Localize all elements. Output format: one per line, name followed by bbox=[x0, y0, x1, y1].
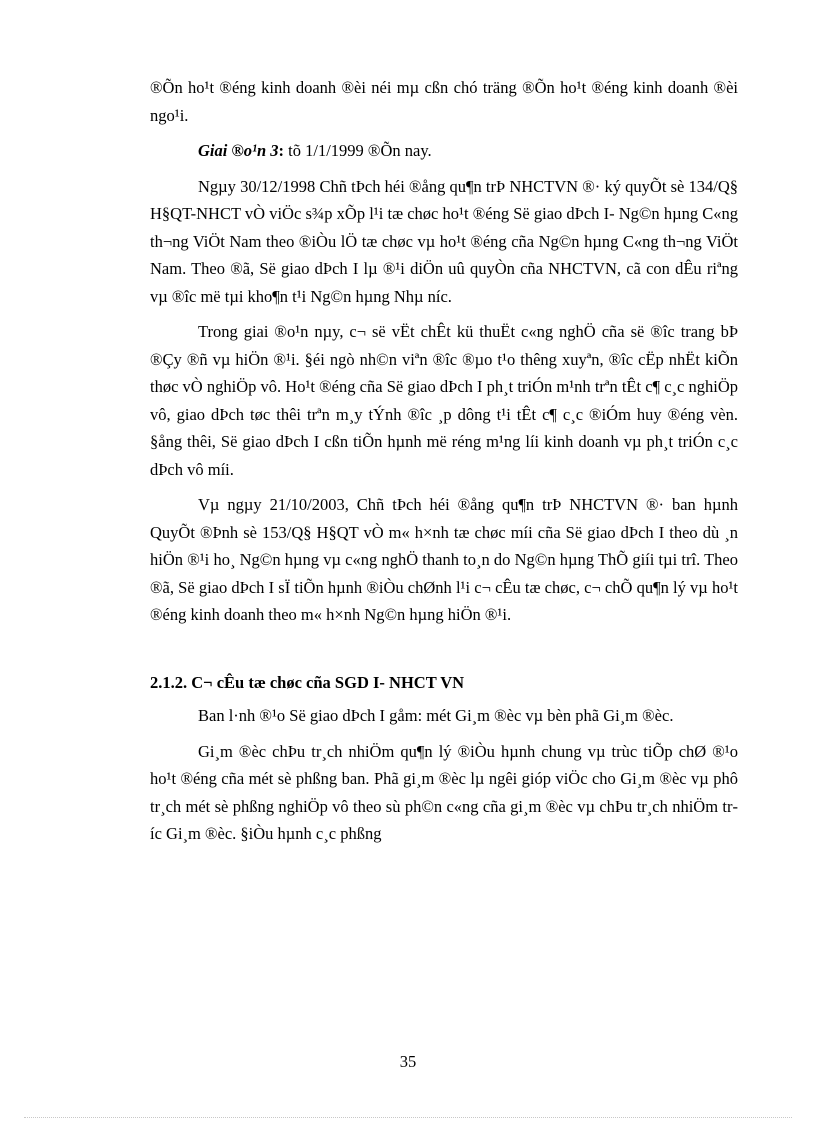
paragraph-director-duties: Gi¸m ®èc chÞu tr¸ch nhiÖm qu¶n lý ®iÒu hµnh chung vµ trùc tiÕp chØ ®¹o ho¹t ®éng cña mét sè phßng ban. Phã gi¸m ®èc lµ ngêi gióp viÖc cho Gi¸m ®èc vµ phô tr¸ch mét sè phßng nghiÖp vô theo sù ph©n c«ng cña gi¸m ®èc vµ chÞu tr¸ch nhiÖm tríc Gi¸m ®èc. §iÒu hµnh c¸c phßng bbox=[150, 741, 738, 843]
paragraph-leadership: Ban l·nh ®¹o Së giao dÞch I gåm: mét Gi¸m ®èc vµ bèn phã Gi¸m ®èc. bbox=[198, 706, 674, 725]
phase-label: Giai ®o¹n 3 bbox=[198, 141, 279, 160]
phase-text: tõ 1/1/1999 ®Õn nay. bbox=[284, 141, 432, 160]
paragraph-continuation: ®Õn ho¹t ®éng kinh doanh ®èi néi mµ cßn chó träng ®Õn ho¹t ®éng kinh doanh ®èi ngo¹i. bbox=[150, 78, 738, 125]
phase-paragraph bbox=[150, 137, 738, 165]
paragraph-decision-2003: Vµ ngµy 21/10/2003, Chñ tÞch héi ®ång qu¶n trÞ NHCTVN ®· ban hµnh QuyÕt ®Þnh sè 153/Q§ H§QT vÒ m« h×nh tæ chøc míi cña Së giao dÞch I theo dù ¸n hiÖn ®¹i ho¸ Ng©n hµng vµ c«ng nghÖ thanh to¸n do Ng©n hµng ThÕ giíi tµi trî. Theo ®ã, Së giao dÞch I sÏ tiÕn hµnh ®iÒu chØnh l¹i c¬ cÊu tæ chøc, c¬ chÕ qu¶n lý vµ ho¹t ®éng kinh doanh theo m« h×nh Ng©n hµng hiÖn ®¹i. bbox=[150, 495, 738, 624]
phase-colon: : bbox=[278, 141, 285, 160]
page-bottom-divider bbox=[24, 1117, 792, 1118]
page-number: 35 bbox=[399, 1052, 417, 1071]
section-heading: 2.1.2. C¬ cÊu tæ chøc cña SGD I- NHCT VN bbox=[150, 672, 465, 692]
paragraph-development: Trong giai ®o¹n nµy, c¬ së vËt chÊt kü thuËt c«ng nghÖ cña së ®îc trang bÞ ®Çy ®ñ vµ hiÖn ®¹i. §éi ngò nh©n viªn ®îc ®µo t¹o thêng xuyªn, ®îc cËp nhËt kiÕn thøc vÒ nghiÖp vô. Ho¹t ®éng cña Së giao dÞch I ph¸t triÓn m¹nh trªn tÊt c¶ c¸c nghiÖp vô, giao dÞch tøc thêi trªn m¸y tÝnh ®îc ¸p dông t¹i tÊt c¶ c¸c ®iÓm huy ®éng vèn. §ång thêi, Së giao dÞch I cßn tiÕn hµnh më réng m¹ng líi kinh doanh vµ ph¸t triÓn c¸c dÞch vô míi. bbox=[150, 322, 738, 479]
document-body bbox=[150, 74, 738, 856]
paragraph-decision-1998: Ngµy 30/12/1998 Chñ tÞch héi ®ång qu¶n trÞ NHCTVN ®· ký quyÕt sè 134/Q§ H§QT-NHCT vÒ viÖc s¾p xÕp l¹i tæ chøc ho¹t ®éng Së giao dÞch I- Ng©n hµng C«ng th¬ng ViÖt Nam theo ®iÒu lÖ tæ chøc vµ ho¹t ®éng cña Ng©n hµng C«ng th¬ng ViÖt Nam. Theo ®ã, Së giao dÞch I lµ ®¹i diÖn uû quyÒn cña NHCTVN, cã con dÊu riªng vµ ®îc më tµi kho¶n t¹i Ng©n hµng Nhµ níc. bbox=[150, 176, 738, 306]
